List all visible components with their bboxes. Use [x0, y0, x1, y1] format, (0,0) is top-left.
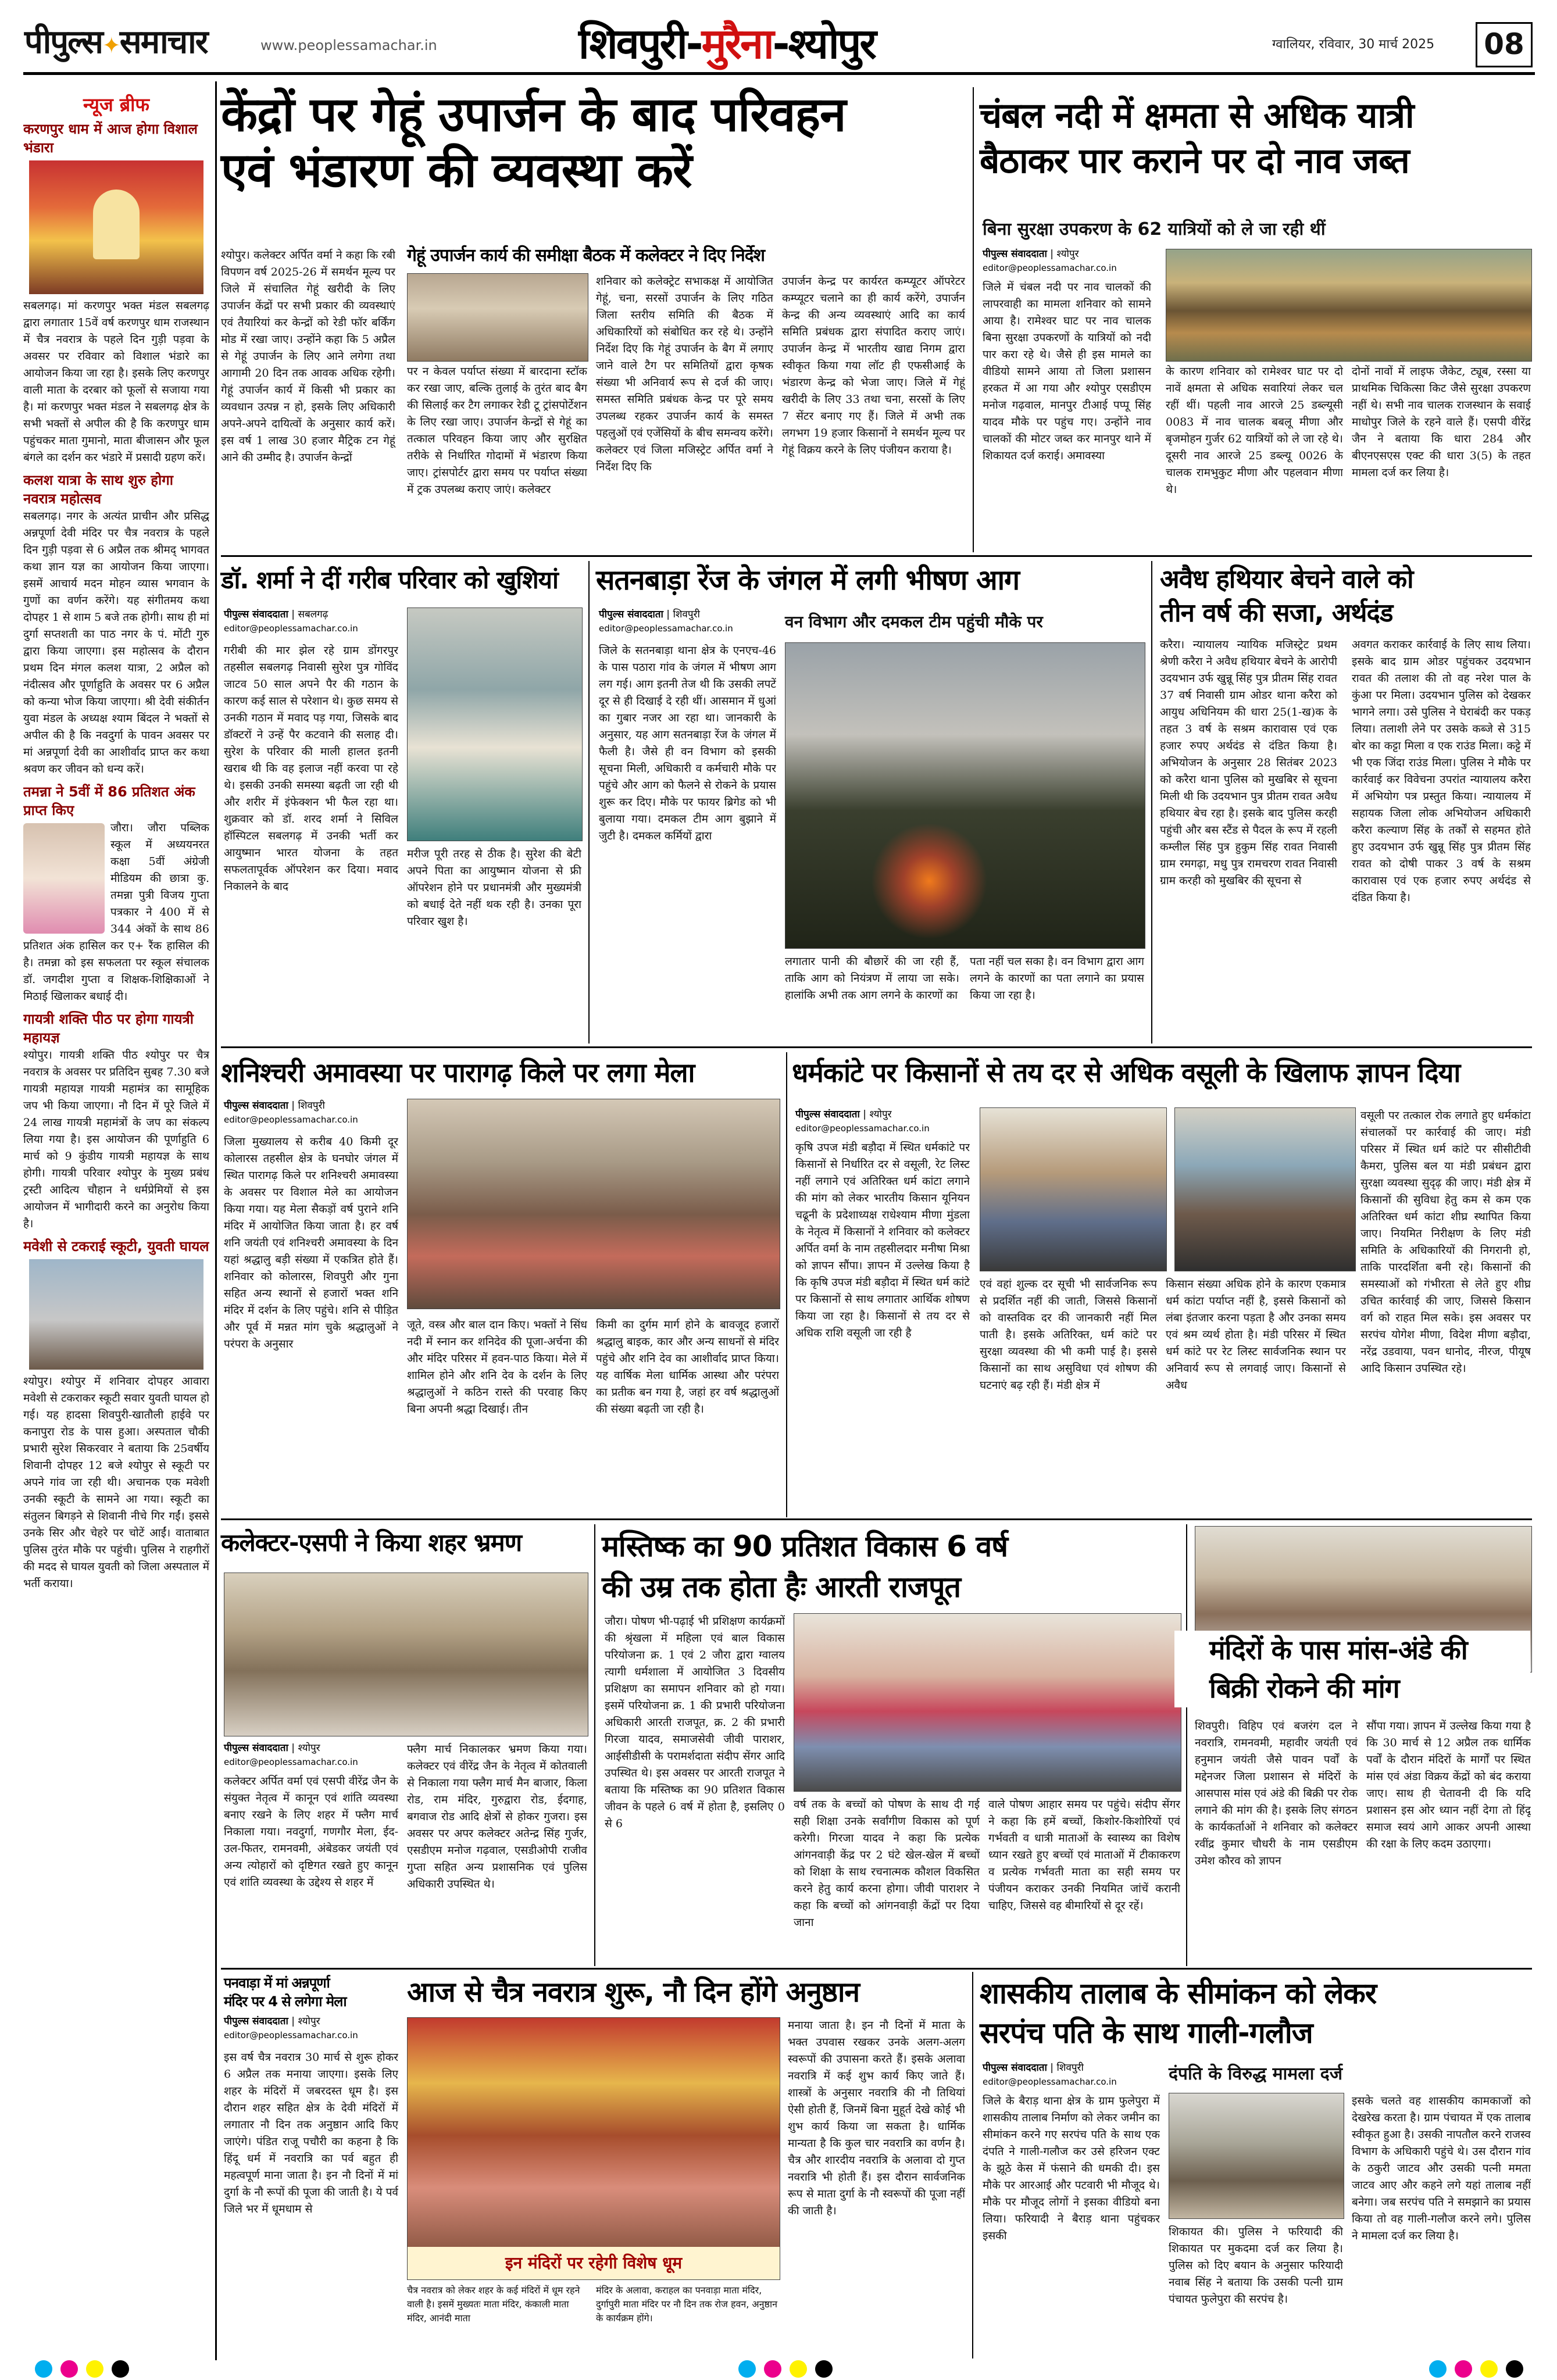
registration-marks-left — [35, 2360, 129, 2378]
wheat-photo-meeting — [407, 273, 588, 362]
brief-headline: मवेशी से टकराई स्कूटी, युवती घायल — [23, 1238, 209, 1255]
wheat-col-3: शनिवार को कलेक्ट्रेट सभाकक्ष में आयोजित गेहूं, चना, सरसों उपार्जन के लिए गठित जिला स्तरीय समिति की बैठक में अधिकारियों को संबोधित कर रहे थे। उन्होंने निर्देश दिए कि गेहूं उपार्जन के बैग में लगाए जाने वाले टैग पर समितियों द्वारा कृषक संख्या भी अनिवार्य रूप से दर्ज की जाए। समस्त समिति प्रबंधक केन्द्र पर पूरे समय उपलब्ध रहकर उपार्जन कार्य के समस्त पहलुओं एवं एजेंसियों के बीच समन्वय करेंगे। कलेक्टर एवं जिला मजिस्ट्रेट अर्पित वर्मा ने निर्देश दिए कि — [596, 275, 773, 473]
mandi-col-3: किसान संख्या अधिक होने के कारण एकमात्र धर्म कांटा पर्याप्त नहीं है, इससे किसानों को लंबा इंतजार करना पड़ता है और उनका समय एवं श्रम व्यर्थ होता है। मंडी परिसर में स्थित धर्म कांटे पर रेट लिस्ट सार्वजनिक स्थान पर अनिवार्य रूप से लगवाई जाए। किसानों से अवैध — [1166, 1278, 1346, 1392]
brief-photo-temple — [29, 160, 203, 294]
brief-photo-scooter — [29, 1259, 203, 1370]
fair-col-2: जूते, वस्त्र और बाल दान किए। भक्तों ने सिंध नदी में स्नान कर शनिदेव की पूजा-अर्चना की और मंदिर परिसर में हवन-पाठ किया। मेले में शामिल होने और शनि देव के दर्शन के लिए श्रद्धालुओं ने कठिन रास्ते की परवाह किए बिना अपनी श्रद्धा दिखाई। तीन — [407, 1318, 587, 1416]
boats-col-1: जिले में चंबल नदी पर नाव चालकों की लापरवाही का मामला शनिवार को सामने आया है। रामेश्वर घाट पर नाव चालक बिना सुरक्षा उपकरणों के यात्रियों को नदी पार करा रहे थे। जैसे ही इस मामले का वीडियो सामने आया तो जिला प्रशासन हरकत में आ गया और श्योपुर एसडीएम मनोज गढ़वाल, मानपुर टीआई पप्पू सिंह यादव मौके पर पहुंच गए। उन्होंने नाव चालकों की मोटर जब्त कर मानपुर थाने में शिकायत दर्ज कराई। अमावस्या — [983, 281, 1151, 462]
registration-dot-icon — [1480, 2360, 1498, 2378]
byline-email[interactable]: editor@peoplessamachar.co.in — [983, 263, 1117, 273]
weapons-col-2: अवगत कराकर कार्रवाई के लिए साथ लिया। इसके बाद ग्राम ओडर पहुंचकर उदयभान रावत की तलाश की तो वह नरेश पाल के कुंआ पर मिला। उदयभान पुलिस को देखकर भागने लगा। उसे पुलिस ने घेराबंदी कर पकड़ लिया। तलाशी लेने पर उसके कब्जे से 315 बोर का कट्टा मिला व एक राउंड मिला। कट्टे में भी एक जिंदा राउंड मिला। पुलिस ने मौके पर कार्रवाई कर विवेचना उपरांत न्यायालय करैरा में अभियोग पत्र प्रस्तुत किया। न्यायालय में सहायक जिला लोक अभियोजन अधिकारी करैरा कल्याण सिंह के तर्कों से सहमत होते हुए उदयभान उर्फ खुन्नू सिंह पुत्र प्रीतम सिंह रावत को दोषी पाकर 3 वर्ष के सश्रम कारावास एवं एक हजार रुपए अर्थदंड से दंडित किया है। — [1352, 638, 1531, 904]
wheat-col-4: उपार्जन केन्द्र पर कार्यरत कम्प्यूटर ऑपरेटर कम्प्यूटर चलाने का ही कार्य करेंगे, उपार्जन केन्द्र की अन्य व्यवस्थाएं आदि का कार्य समिति प्रबंधक द्वारा संपादित कराए जाएं। उपार्जन केन्द्र में भारतीय खाद्य निगम द्वारा स्वीकृत किया गया लॉट ही एफसीआई के भंडारण केन्द्र को भेजा जाए। जिले में गेहूं खरीदी के लिए 33 तथा चना, सरसों के लिए 7 सेंटर बनाए गए हैं। जिले में अभी तक लगभग 19 हजार किसानों ने समर्थन मूल्य पर गेहूं विक्रय करने के लिए पंजीयन कराया है। — [782, 275, 965, 456]
registration-dot-icon — [790, 2360, 807, 2378]
byline-reporter: पीपुल्स संवाददाता — [983, 248, 1047, 260]
wheat-subhead: गेहूं उपार्जन कार्य की समीक्षा बैठक में कलेक्टर ने दिए निर्देश — [407, 245, 765, 266]
byline-reporter: पीपुल्स संवाददाता — [224, 1100, 288, 1112]
row-divider-2 — [221, 1046, 1532, 1048]
march-photo-flagmarch — [224, 1573, 588, 1736]
wheat-col-1: श्योपुर। कलेक्टर अर्पित वर्मा ने कहा कि रबी विपणन वर्ष 2025-26 में समर्थन मूल्य पर जिले में संचालित गेहूं खरीदी के लिए उपार्जन केंद्रों पर सभी प्रकार की व्यवस्थाएं एवं तैयारियां कर केन्द्रों को रेडी फॉर बर्किंग मोड में रखा जाए। उन्होंने कहा कि 5 अप्रैल से गेहूं उपार्जन के लिए आने लगेगा तथा आगामी 20 दिन तक आवक अधिक रहेगी। गेहूं उपार्जन कार्य में किसी भी प्रकार का व्यवधान उत्पन्न न हो, इसके लिए अधिकारी अपने-अपने दायित्वों के अनुसार कार्य करें। इस वर्ष 1 लाख 30 हजार मैट्रिक टन गेहूं आने की उम्मीद है। उपार्जन केन्द्रों — [221, 249, 395, 464]
registration-marks-right — [1429, 2360, 1523, 2378]
navratri-photo-label: इन मंदिरों पर रहेगी विशेष धूम — [408, 2247, 780, 2279]
registration-marks-center — [738, 2360, 833, 2378]
weapons-headline-line-1: अवैध हथियार बेचने वाले को — [1160, 564, 1413, 594]
sharma-photo-hospital — [407, 607, 583, 841]
masthead — [0, 0, 1557, 73]
byline-email[interactable]: editor@peoplessamachar.co.in — [224, 1757, 358, 1767]
byline-place: शिवपुरी — [298, 1100, 325, 1112]
weapons-headline — [1160, 563, 1532, 630]
mandi-photo-memorandum — [980, 1107, 1167, 1271]
pond-col-3: इसके चलते वह शासकीय कामकाजों को देखरेख करता है। ग्राम पंचायत में एक तालाब स्वीकृत हुआ है। उसकी नापतौल करने राजस्व विभाग के अधिकारी पहुंचे थे। उस दौरान गांव के ठकुरी जाटव और उसकी पत्नी ममता जाटव आए और कहने लगे यहां तालाब नहीं बनेगा। जब सरपंच पति ने समझाने का प्रयास किया तो वह गाली-गलौज करने लगे। पुलिस ने मामला दर्ज कर लिया है। — [1352, 2095, 1531, 2242]
meat-col-2: सौंपा गया। ज्ञापन में उल्लेख किया गया है कि 30 मार्च से 12 अप्रैल तक धार्मिक पर्वों के दौरान मंदिरों के मार्गों पर स्थित मांस एवं अंडा विक्रय केंद्रों को बंद कराया जाए। साथ ही चेतावनी दी कि यदि प्रशासन इस ओर ध्यान नहीं देगा तो हिंदू समाज स्वयं आगे आकर अपनी आस्था की रक्षा के लिए कदम उठाएगा। — [1366, 1720, 1531, 1850]
sharma-fire-divider — [588, 561, 590, 1044]
sidebar-divider — [215, 81, 217, 2360]
brand-logo-part-a: पीपुल्स — [24, 23, 102, 61]
march-col-2: फ्लैग मार्च निकालकर भ्रमण किया गया। कलेक्टर एवं वीरेंद्र जैन के नेतृत्व में कोतवाली से निकाला गया फ्लैग मार्च मैन बाजार, किला रोड, राम मंदिर, गुरुद्वारा रोड, ईदगाह, बगवाज रोड आदि क्षेत्रों से होकर गुजरा। इस अवसर पर अपर कलेक्टर अतेन्द्र सिंह गुर्जर, एसडीएम मनोज गढ़वाल, एसडीओपी राजीव गुप्ता सहित अन्य प्रशासनिक एवं पुलिस अधिकारी उपस्थित थे। — [407, 1743, 587, 1891]
fair-photo-crowd — [407, 1099, 780, 1309]
boats-headline — [980, 93, 1532, 184]
brain-headline-line-2: की उम्र तक होता हैः आरती राजपूत — [602, 1570, 960, 1604]
dateline: ग्वालियर, रविवार, 30 मार्च 2025 — [1272, 37, 1435, 52]
byline-reporter: पीपुल्स संवाददाता — [224, 1742, 288, 1754]
brain-headline — [602, 1526, 1189, 1607]
wheat-boats-divider — [973, 87, 974, 552]
fair-col-1: जिला मुख्यालय से करीब 40 किमी दूर कोलारस तहसील क्षेत्र के घनघोर जंगल में स्थित पारागढ़ किले पर शनिश्चरी अमावस्या के अवसर पर विशाल मेले का आयोजन किया गया। यह मेला सैकड़ों वर्ष पुराने शनि मंदिर में आयोजित किया जाता है। हर वर्ष शनि जयंती एवं शनिश्चरी अमावस्या के दिन यहां श्रद्धालु बड़ी संख्या में एकत्रित होते हैं। शनिवार को कोलारस, शिवपुरी और गुना सहित अन्य स्थानों से हजारों भक्त शनि मंदिर में दर्शन के लिए पहुंचे। शनि से पीड़ित और पूर्व में मन्नत मांग चुके श्रद्धालुओं ने परंपरा के अनुसार — [224, 1135, 398, 1350]
fire-byline: पीपुल्स संवाददाता | शिवपुरी editor@peoplessamachar.co.in — [599, 607, 773, 635]
brain-col-2: वर्ष तक के बच्चों को पोषण के साथ दी गई सही शिक्षा उनके सर्वांगीण विकास को पूर्ण करेगी। गिरजा यादव ने कहा कि प्रत्येक आंगनवाड़ी केंद्र पर 2 घंटे खेल-खेल में बच्चों को शिक्षा के साथ रचनात्मक कौशल विकसित करने हेतु कार्य करना होगा। जीवी पाराशर ने कहा कि बच्चों को आंगनवाड़ी केंद्रों पर दिया जाना — [794, 1798, 980, 1929]
pond-photo-villagers — [1169, 2093, 1344, 2219]
meat-headline — [1174, 1631, 1530, 1707]
color-registration-bar — [23, 2360, 1535, 2378]
meat-headline-line-2: बिक्री रोकने की मांग — [1209, 1673, 1399, 1704]
byline-place: श्योपुर — [298, 1742, 320, 1754]
pond-subhead: दंपति के विरुद्ध मामला दर्ज — [1169, 2064, 1342, 2084]
wheat-headline-line-2: एवं भंडारण की व्यवस्था करें — [221, 143, 692, 198]
sidebar-brief-4 — [23, 1010, 209, 1232]
annapurna-box — [224, 1974, 401, 2011]
region-title-a: शिवपुरी- — [578, 19, 702, 68]
byline-email[interactable]: editor@peoplessamachar.co.in — [224, 623, 358, 634]
mandi-col-4: वसूली पर तत्काल रोक लगाते हुए धर्मकांटा संचालकों पर कार्रवाई की जाए। मंडी परिसर में स्थित धर्म कांटे पर सीसीटीवी कैमरा, पुलिस बल या मंडी प्रबंधन द्वारा सुरक्षा व्यवस्था सुदृढ़ की जाए। मंडी क्षेत्र में किसानों की सुविधा हेतु कम से कम एक अतिरिक्त धर्म कांटा शीघ्र स्थापित किया जाए। नियमित निरीक्षण के लिए मंडी समिति के अधिकारियों की निगरानी हो, ताकि पारदर्शिता बनी रहे। किसानों की समस्याओं को गंभीरता से लेते हुए शीघ्र उचित कार्रवाई की जाए, जिससे किसान वर्ग को राहत मिल सके। इस अवसर पर सरपंच योगेश मीणा, विदेश मीणा बड़ौदा, नरेंद्र उडवाया, पवन धानोद, नीरज, पीयूष आदि किसान उपस्थित रहे। — [1360, 1109, 1531, 1375]
fire-col-3: पता नहीं चल सका है। वन विभाग द्वारा आग लगने के कारणों का पता लगाने का प्रयास किया जा रहा है। — [970, 955, 1144, 1002]
registration-dot-icon — [1506, 2360, 1523, 2378]
byline-place: श्योपुर — [1056, 248, 1079, 260]
fire-weapons-divider — [1151, 561, 1152, 1044]
fire-subhead: वन विभाग और दमकल टीम पहुंची मौके पर — [785, 612, 1043, 631]
brief-body: श्योपुर। श्योपुर में शनिवार दोपहर आवारा मवेशी से टकराकर स्कूटी सवार युवती घायल हो गई। यह हादसा शिवपुरी-खातौली हाईवे पर कनापुरा रोड के पास हुआ। अस्पताल चौकी प्रभारी सुरेश सिकरवार ने बताया कि 25वर्षीय शिवानी दोपहर 12 बजे श्योपुर से स्कूटी पर अपने गांव जा रही थी। अचानक एक मवेशी उनकी स्कूटी के सामने आ गया। स्कूटी का संतुलन बिगड़ने से शिवानी नीचे गिर गईं। इससे उनके सिर और चेहरे पर चोटें आईं। वाताबात पुलिस तुरंत मौके पर पहुंची। पुलिस ने राहगीरों की मदद से घायल युवती को जिला अस्पताल में भर्ती कराया। — [23, 1375, 209, 1590]
row-divider-1 — [221, 555, 1532, 557]
pond-byline: पीपुल्स संवाददाता | शिवपुरी editor@peoplessamachar.co.in — [983, 2061, 1160, 2089]
wheat-headline — [221, 87, 971, 199]
meat-headline-line-1: मंदिरों के पास मांस-अंडे की — [1209, 1634, 1467, 1666]
masthead-rule — [23, 72, 1535, 75]
brief-headline: करणपुर धाम में आज होगा विशाल भंडारा — [23, 121, 198, 156]
sidebar-brief-1 — [23, 120, 209, 466]
fire-photo-forest — [785, 642, 1145, 949]
annapurna-headline-line-1: पनवाड़ा में मां अन्नपूर्णा — [224, 1975, 330, 1991]
annapurna-headline-line-2: मंदिर पर 4 से लगेगा मेला — [224, 1993, 347, 2010]
march-byline: पीपुल्स संवाददाता | श्योपुर editor@peoplessamachar.co.in — [224, 1741, 398, 1769]
byline-place: शिवपुरी — [1056, 2062, 1084, 2074]
pond-headline-line-1: शासकीय तालाब के सीमांकन को लेकर — [980, 1977, 1377, 2010]
boats-headline-line-1: चंबल नदी में क्षमता से अधिक यात्री — [980, 95, 1414, 136]
byline-reporter: पीपुल्स संवाददाता — [795, 1109, 860, 1120]
brief-headline: तमन्ना ने 5वीं में 86 प्रतिशत अंक प्राप्त किए — [23, 784, 195, 819]
sidebar-brief-5 — [23, 1237, 209, 1592]
region-title — [578, 14, 875, 71]
byline-place: शिवपुरी — [673, 609, 700, 620]
brand-logo-star-icon: ✦ — [102, 33, 120, 58]
boats-col-2: के कारण शनिवार को रामेश्वर घाट पर दो नावें क्षमता से अधिक सवारियां लेकर चल रहीं थीं। पहली नाव आरजे 25 डब्ल्यूसी 0083 में नाव चालक बबलू मीणा और बृजमोहन गुर्जर 62 यात्रियों को ले जा रहे थे। दूसरी नाव आरजे 25 डब्ल्यू 0026 के चालक रामभुकुट मीणा और पहलवान मीणा थे। — [1166, 365, 1343, 496]
brain-meat-divider — [1186, 1524, 1187, 1966]
boats-headline-line-2: बैठाकर पार कराने पर दो नाव जब्त — [980, 141, 1409, 181]
byline-email[interactable]: editor@peoplessamachar.co.in — [599, 623, 733, 634]
fair-byline: पीपुल्स संवाददाता | शिवपुरी editor@peoplessamachar.co.in — [224, 1099, 398, 1127]
byline-reporter: पीपुल्स संवाददाता — [224, 609, 288, 620]
byline-email[interactable]: editor@peoplessamachar.co.in — [224, 2030, 358, 2040]
fair-col-3: किमी का दुर्गम मार्ग होने के बावजूद हजारों श्रद्धालु बाइक, कार और अन्य साधनों से मंदिर पहुंचे और शनि देव का आशीर्वाद प्राप्त किया। यह वार्षिक मेला धार्मिक आस्था और परंपरा का प्रतीक बन गया है, जहां हर वर्ष श्रद्धालुओं की संख्या बढ़ती जा रही है। — [596, 1318, 779, 1416]
row-divider-3 — [221, 1518, 1532, 1520]
navratri-col-2: मनाया जाता है। इन नौ दिनों में माता के भक्त उपवास रखकर उनके अलग-अलग स्वरूपों की उपासना करते हैं। इसके अलावा नवरात्रि में कई शुभ कार्य किए जाते हैं। शास्त्रों के अनुसार नवरात्रि की नौ तिथियां ऐसी होती हैं, जिनमें बिना मुहूर्त देखे कोई भी शुभ कार्य किया जा सकता है। धार्मिक मान्यता है कि कुल चार नवरात्रि का वर्णन है। चैत्र और शारदीय नवरात्रि के अलावा दो गुप्त नवरात्रि भी होती हैं। इस दौरान सार्वजनिक रूप से माता दुर्गा के नौ स्वरूपों की पूजा नहीं की जाती है। — [788, 2019, 965, 2217]
byline-reporter: पीपुल्स संवाददाता — [983, 2062, 1047, 2074]
brain-col-1: जौरा। पोषण भी-पढ़ाई भी प्रशिक्षण कार्यक्रमों की श्रृंखला में महिला एवं बाल विकास परियोजना क्र. 1 एवं 2 जौरा द्वारा ग्वालय त्यागी धर्मशाला में आयोजित 3 दिवसीय प्रशिक्षण का समापन शनिवार को हो गया। इसमें परियोजना क्र. 1 की प्रभारी परियोजना अधिकारी आरती राजपूत, क्र. 2 की प्रभारी गिरजा यादव, समाजसेवी जीवी पाराशर, आईसीडीसी के परामर्शदाता संदीप सेंगर आदि उपस्थित थे। इस अवसर पर आरती राजपूत ने बताया कि मस्तिष्क का 90 प्रतिशत विकास जीवन के पहले 6 वर्ष में होता है, इसलिए 0 से 6 — [605, 1615, 785, 1830]
registration-dot-icon — [86, 2360, 103, 2378]
brand-logo — [24, 19, 208, 63]
weapons-headline-line-2: तीन वर्ष की सजा, अर्थदंड — [1160, 598, 1393, 628]
region-title-b: मुरैना — [701, 19, 773, 68]
fair-headline: शनिश्चरी अमावस्या पर पारागढ़ किले पर लगा मेला — [221, 1057, 695, 1088]
registration-dot-icon — [1455, 2360, 1472, 2378]
registration-dot-icon — [1429, 2360, 1447, 2378]
brief-headline: गायत्री शक्ति पीठ पर होगा गायत्री महायज्ञ — [23, 1011, 194, 1046]
wheat-headline-line-1: केंद्रों पर गेहूं उपार्जन के बाद परिवहन — [221, 87, 846, 142]
brain-col-3: वाले पोषण आहार समय पर पहुंचे। संदीप सेंगर ने कहा कि हमें बच्चों, किशोर-किशोरियों एवं गर्भवती व धात्री माताओं के स्वास्थ्य का विशेष ध्यान रखते हुए बच्चों एवं माताओं में टीकाकरण व प्रत्येक गर्भवती माता का सही समय पर पंजीयन कराकर उनकी नियमित जांचें करानी चाहिए, जिससे वह बीमारियों से दूर रहें। — [988, 1798, 1180, 1912]
row-divider-4 — [221, 1968, 1532, 1970]
boats-subhead: बिना सुरक्षा उपकरण के 62 यात्रियों को ले जा रही थीं — [983, 219, 1326, 240]
region-title-c: -श्योपुर — [772, 19, 875, 68]
brief-headline: कलश यात्रा के साथ शुरु होगा नवरात्र महोत्सव — [23, 472, 173, 507]
fire-col-2: लगातार पानी की बौछारें की जा रही हैं, ताकि आग को नियंत्रण में लाया जा सके। हालांकि अभी तक आग लगने के कारणों का — [785, 955, 959, 1002]
news-brief-sidebar — [23, 93, 209, 2354]
sharma-headline: डॉ. शर्मा ने दीं गरीब परिवार को खुशियां — [221, 566, 558, 594]
byline-reporter: पीपुल्स संवाददाता — [224, 2016, 288, 2027]
brief-body: सबलगढ़। मां करणपुर भक्त मंडल सबलगढ़ द्वारा लगातार 15वें वर्ष करणपुर धाम राजस्थान में चैत्र नवरात्र के पहले दिन गुड़ी पड़वा के अवसर पर रविवार को विशाल भंडारे का आयोजन किया जा रहा है। इसके लिए करणपुर वाली माता के दरबार को फूलों से सजाया गया है। मां करणपुर भक्त मंडल ने सबलगढ़ क्षेत्र के सभी भक्तों से अपील की है कि करणपुर धाम पहुंचकर माता गुमानो, माता बीजासन और फूल बंगले का दर्शन कर भंडारे में प्रसादी ग्रहण करें। — [23, 299, 209, 464]
pond-headline — [980, 1974, 1532, 2053]
news-brief-label: न्यूज ब्रीफ — [83, 94, 150, 116]
registration-dot-icon — [815, 2360, 833, 2378]
sidebar-brief-3 — [23, 782, 209, 1005]
registration-dot-icon — [60, 2360, 78, 2378]
navratri-caption-1: चैत्र नवरात्र को लेकर शहर के कई मंदिरों में धूम रहने वाली है। इसमें मुख्यतः माता मंदिर, कंकाली माता मंदिर, आनंदी माता — [407, 2285, 580, 2324]
brand-logo-part-b: समाचार — [119, 23, 208, 61]
registration-dot-icon — [112, 2360, 129, 2378]
website-url[interactable]: www.peoplessamachar.in — [260, 37, 437, 53]
byline-place: श्योपुर — [298, 2016, 320, 2027]
pond-headline-line-2: सरपंच पति के साथ गाली-गलौज — [980, 2016, 1313, 2050]
brief-photo-girl — [23, 823, 105, 934]
sharma-col-2: मरीज पूरी तरह से ठीक है। सुरेश की बेटी अपने पिता का आयुष्मान योजना से फ्री ऑपरेशन होने पर प्रधानमंत्री और मुख्यमंत्री को बधाई देते नहीं थक रही है। उनका पूरा परिवार खुश है। — [407, 848, 581, 928]
meat-col-1: शिवपुरी। विहिप एवं बजरंग दल ने नवरात्रि, रामनवमी, महावीर जयंती एवं हनुमान जयंती जैसे पावन पर्वों के मद्देनजर जिला प्रशासन से मंदिरों के आसपास मांस एवं अंडे की बिक्री पर रोक लगाने की मांग की है। इसके लिए संगठन के कार्यकर्ताओं ने शनिवार को कलेक्टर रवींद्र कुमार चौधरी के नाम एसडीएम उमेश कौरव को ज्ञापन — [1195, 1720, 1358, 1867]
march-brain-divider — [594, 1524, 595, 1966]
brain-headline-line-1: मस्तिष्क का 90 प्रतिशत विकास 6 वर्ष — [602, 1530, 1008, 1563]
mandi-photo-farmers — [1174, 1107, 1356, 1271]
pond-col-1: जिले के बैराड़ थाना क्षेत्र के ग्राम फुलेपुरा में शासकीय तालाब निर्माण को लेकर जमीन का सीमांकन करने गए सरपंच पति के साथ एक दंपति ने गाली-गलौज कर उसे हरिजन एक्ट के झूठे केस में फंसाने की धमकी दी। इस मौके पर आरआई और पटवारी भी मौजूद थे। मौके पर मौजूद लोगों ने इसका वीडियो बना लिया। फरियादी ने बैराड़ थाना पहुंचकर इसकी — [983, 2095, 1160, 2242]
sharma-byline: पीपुल्स संवाददाता | सबलगढ़ editor@peoplessamachar.co.in — [224, 607, 398, 635]
march-headline: कलेक्टर-एसपी ने किया शहर भ्रमण — [221, 1528, 522, 1557]
navratri-photo-temple — [407, 2017, 780, 2280]
fire-headline: सतनबाड़ा रेंज के जंगल में लगी भीषण आग — [596, 564, 1020, 596]
sidebar-brief-2 — [23, 471, 209, 778]
mandi-col-1: कृषि उपज मंडी बड़ौदा में स्थित धर्मकांटे पर किसानों से निर्धारित दर से वसूली, रेट लिस्ट नहीं लगाने एवं अतिरिक्त धर्म कांटा लगाने की मांग को लेकर भारतीय किसान यूनियन चढूनी के प्रदेशाध्यक्ष राधेश्याम मीणा मुंडला के नेतृत्व में किसानों ने शनिवार को कलेक्टर अर्पित वर्मा के नाम तहसीलदार मनीषा मिश्रा को ज्ञापन सौंपा। ज्ञापन में उल्लेख किया है कि कृषि उपज मंडी बड़ौदा में स्थित धर्म कांटे पर किसानों से साथ लगातार आर्थिक शोषण किया जा रहा है। किसानों से तय दर से अधिक राशि वसूली जा रही है — [795, 1141, 970, 1339]
navratri-byline: पीपुल्स संवाददाता | श्योपुर editor@peoplessamachar.co.in — [224, 2014, 398, 2042]
mandi-col-2: एवं वहां शुल्क दर सूची भी सार्वजनिक रूप से प्रदर्शित नहीं की जाती, जिससे किसानों को वास्तविक दर की जानकारी नहीं मिल पाती है। इसके अतिरिक्त, धर्म कांटे पर सुरक्षा व्यवस्था की भी कमी पाई है। इससे किसानों का साथ असुविधा एवं शोषण की घटनाएं बढ़ रही हैं। मंडी क्षेत्र में — [980, 1278, 1157, 1392]
byline-email[interactable]: editor@peoplessamachar.co.in — [224, 1114, 358, 1125]
registration-dot-icon — [764, 2360, 781, 2378]
mandi-headline: धर्मकांटे पर किसानों से तय दर से अधिक वसूली के खिलाफ ज्ञापन दिया — [792, 1057, 1460, 1088]
byline-email[interactable]: editor@peoplessamachar.co.in — [983, 2077, 1117, 2087]
boats-col-3: दोनों नावों में लाइफ जैकेट, ट्यूब, रस्सा या प्राथमिक चिकित्सा किट जैसे सुरक्षा उपकरण नहीं थे। सभी नाव चालक राजस्थान के सवाई माधोपुर जिले के रहने वाले हैं। एसपी वीरेंद्र जैन ने बताया कि धारा 284 और बीएनएसएस एक्ट की धारा 3(5) के तहत मामला दर्ज कर लिया है। — [1352, 365, 1531, 479]
navratri-col-1: इस वर्ष चैत्र नवरात्र 30 मार्च से शुरू होकर 6 अप्रैल तक मनाया जाएगा। इसके लिए शहर के मंदिरों में जबरदस्त धूम है। इस दौरान शहर सहित क्षेत्र के देवी मंदिरों में लगातार नौ दिन तक अनुष्ठान आदि किए जाएंगे। पंडित राजू पचौरी का कहना है कि हिंदू धर्म में नवरात्रि का पर्व बहुत ही महत्वपूर्ण माना जाता है। इन नौ दिनों में मां दुर्गा के नौ रूपों की पूजा की जाती है। ये पर्व जिले भर में धूमधाम से — [224, 2051, 398, 2215]
fair-mandi-divider — [786, 1052, 787, 1517]
wheat-col-2: पर न केवल पर्याप्त संख्या में बारदाना स्टॉक कर रखा जाए, बल्कि तुलाई के तुरंत बाद बैग की सिलाई कर टैग लगाकर रेडी टू ट्रांसपोर्टेशन के लिए रखा जाए। उपार्जन केन्द्रों से गेहूं का तत्काल परिवहन किया जाए और सुरक्षित तरीके से निर्धारित गोदामों में भंडारण किया जाए। ट्रांसपोर्टर द्वारा समय पर पर्याप्त संख्या में ट्रक उपलब्ध कराए जाएं। कलेक्टर — [407, 365, 587, 496]
brief-body: सबलगढ़। नगर के अत्यंत प्राचीन और प्रसिद्ध अन्नपूर्णा देवी मंदिर पर चैत्र नवरात्र के पहले दिन गुड़ी पड़वा से 6 अप्रैल तक श्रीमद् भागवत कथा ज्ञान यज्ञ का आयोजन किया जाएगा। इसमें आचार्य मदन मोहन व्यास भगवान के गुणों का वर्णन करेंगे। यह संगीतमय कथा दोपहर 1 से शाम 5 बजे तक होगी। साथ ही मां दुर्गा सप्तशती का पाठ नगर के पं. मोंटी गुरु द्वारा किया जाएगा। इस महोत्सव के दौरान प्रथम दिन मंगल कलश यात्रा, 2 अप्रैल को नंदीत्सव और पूर्णाहुति के अवसर पर 6 अप्रैल को कन्या भोज किया जाएगा। श्री देवी संकीर्तन युवा मंडल के अध्यक्ष श्याम बिंदल ने भक्तों से अपील की है कि नवदुर्गा के पावन अवसर पर मां अन्नपूर्णा देवी का आशीर्वाद प्राप्त कर कथा श्रवण कर जीवन को धन्य करें। — [23, 510, 209, 776]
mandi-byline: पीपुल्स संवाददाता | श्योपुर editor@peoplessamachar.co.in — [795, 1107, 970, 1135]
brief-body: जौरा। जौरा पब्लिक स्कूल में अध्ययनरत कक्षा 5वीं अंग्रेजी मीडियम की छात्रा कु. तमन्ना पुत्री विजय गुप्ता पत्रकार ने 400 में से 344 अंकों के साथ 86 प्रतिशत अंक हासिल कर ए+ रैंक हासिल की है। तमन्ना को इस सफलता पर स्कूल संचालक डॉ. जगदीश गुप्ता व शिक्षक-शिक्षिकाओं ने मिठाई खिलाकर बधाई दी। — [23, 821, 209, 1003]
byline-email[interactable]: editor@peoplessamachar.co.in — [795, 1123, 930, 1134]
byline-place: सबलगढ़ — [298, 609, 328, 620]
page-number: 08 — [1476, 22, 1533, 67]
navratri-headline: आज से चैत्र नवरात्र शुरू, नौ दिन होंगे अनुष्ठान — [407, 1976, 860, 2009]
navratri-caption-2: मंदिर के अलावा, कराहल का पनवाड़ा माता मंदिर, दुर्गापुरी माता मंदिर पर नौ दिन तक रोज हवन, अनुष्ठान के कार्यक्रम होंगे। — [596, 2285, 777, 2324]
sharma-col-1: गरीबी की मार झेल रहे ग्राम डोंगरपुर तहसील सबलगढ़ निवासी सुरेश पुत्र गोविंद जाटव 50 साल अपने पैर की गठान के कारण कई साल से परेशान थे। कुछ समय से उनकी गठान में मवाद पड़ गया, जिसके बाद डॉक्टरों ने उन्हें पैर कटवाने की सलाह दी। सुरेश के परिवार की माली हालत इतनी खराब थी कि वह इलाज नहीं करवा पा रहे थे। इसकी उनकी समस्या बढ़ती जा रही थी और शरीर में इंफेक्शन भी फैल रहा था। शुक्रवार को डॉ. शरद शर्मा ने सिविल हॉस्पिटल सबलगढ़ में उनकी भर्ती कर आयुष्मान भारत योजना के तहत सफलतापूर्वक ऑपरेशन कर दिया। मवाद निकालने के बाद — [224, 644, 398, 893]
byline-place: श्योपुर — [869, 1109, 892, 1120]
boats-byline: पीपुल्स संवाददाता | श्योपुर editor@peoplessamachar.co.in — [983, 247, 1151, 275]
brain-photo-training — [794, 1613, 1181, 1792]
byline-reporter: पीपुल्स संवाददाता — [599, 609, 663, 620]
registration-dot-icon — [35, 2360, 52, 2378]
weapons-col-1: करैरा। न्यायालय न्यायिक मजिस्ट्रेट प्रथम श्रेणी करैरा ने अवैध हथियार बेचने के आरोपी उदयभान उर्फ खुन्नू सिंह पुत्र प्रीतम सिंह रावत 37 वर्ष निवासी ग्राम ओडर थाना करैरा को आयुध अधिनियम की धारा 25(1-ख)क के तहत 3 वर्ष के सश्रम कारावास एवं एक हजार रुपए अर्थदंड से दंडित किया है। अभियोजन के अनुसार 28 सितंबर 2023 को करैरा थाना पुलिस को मुखबिर से सूचना मिली थी कि उदयभान पुत्र प्रीतम रावत अवैध हथियार बेच रहा है। इसके बाद पुलिस करही पहुंची और बस स्टैंड से पैदल के रूप में रहली कम्लील सिंह पुत्र हुकुम सिंह रावत निवासी ग्राम रमगढ़ा, मधु पुत्र रामचरण रावत निवासी ग्राम करही को मुखबिर की सूचना से — [1160, 638, 1337, 887]
march-col-1: कलेक्टर अर्पित वर्मा एवं एसपी वीरेंद्र जैन के संयुक्त नेतृत्व में कानून एवं शांति व्यवस्था बनाए रखने के लिए शहर में फ्लैग मार्च निकाला गया। नवदुर्गा, गणगौर मेला, ईद-उल-फितर, रामनवमी, अंबेडकर जयंती एवं अन्य त्योहारों को दृष्टिगत रखते हुए कानून एवं शांति व्यवस्था के उद्देश्य से शहर में — [224, 1775, 398, 1889]
pond-col-2: शिकायत की। पुलिस ने फरियादी की शिकायत पर मुकदमा दर्ज कर लिया है। पुलिस को दिए बयान के अनुसार फरियादी नवाब सिंह ने बताया कि उसकी पत्नी ग्राम पंचायत फुलेपुरा की सरपंच है। — [1169, 2225, 1343, 2306]
boats-photo-river — [1166, 249, 1532, 362]
fire-col-1: जिले के सतनबाड़ा थाना क्षेत्र के एनएच-46 के पास पठारा गांव के जंगल में भीषण आग लग गई। आग इतनी तेज थी कि उसकी लपटें दूर से ही दिखाई दे रही थीं। आसमान में धुआं का गुबार नजर आ रहा था। जानकारी के अनुसार, यह आग सतनबाड़ा रेंज के जंगल में फैली है। जैसे ही वन विभाग को इसकी सूचना मिली, अधिकारी व कर्मचारी मौके पर पहुंचे और आग को फैलने से रोकने के प्रयास शुरू कर दिए। मौके पर फायर ब्रिगेड को भी बुलाया गया। दमकल टीम आग बुझाने में जुटी है। दमकल कर्मियों द्वारा — [599, 644, 776, 842]
brief-body: श्योपुर। गायत्री शक्ति पीठ श्योपुर पर चैत्र नवरात्र के अवसर पर प्रतिदिन सुबह 7.30 बजे गायत्री महायज्ञ गायत्री महामंत्र का सामूहिक जप भी किया जाएगा। नौ दिन में पूरे जिले में 24 लाख गायत्री महामंत्रों के जप का संकल्प लिया गया है। इस आयोजन की पूर्णाहुति 6 मार्च को 9 कुंडीय गायत्री महायज्ञ के साथ होगी। गायत्री परिवार श्योपुर के मुख्य प्रबंध ट्रस्टी आदित्य चौहान ने धर्मप्रेमियों से इस आयोजन में भागीदारी करने का अनुरोध किया है। — [23, 1049, 209, 1230]
registration-dot-icon — [738, 2360, 756, 2378]
navratri-pond-divider — [972, 1972, 973, 2358]
